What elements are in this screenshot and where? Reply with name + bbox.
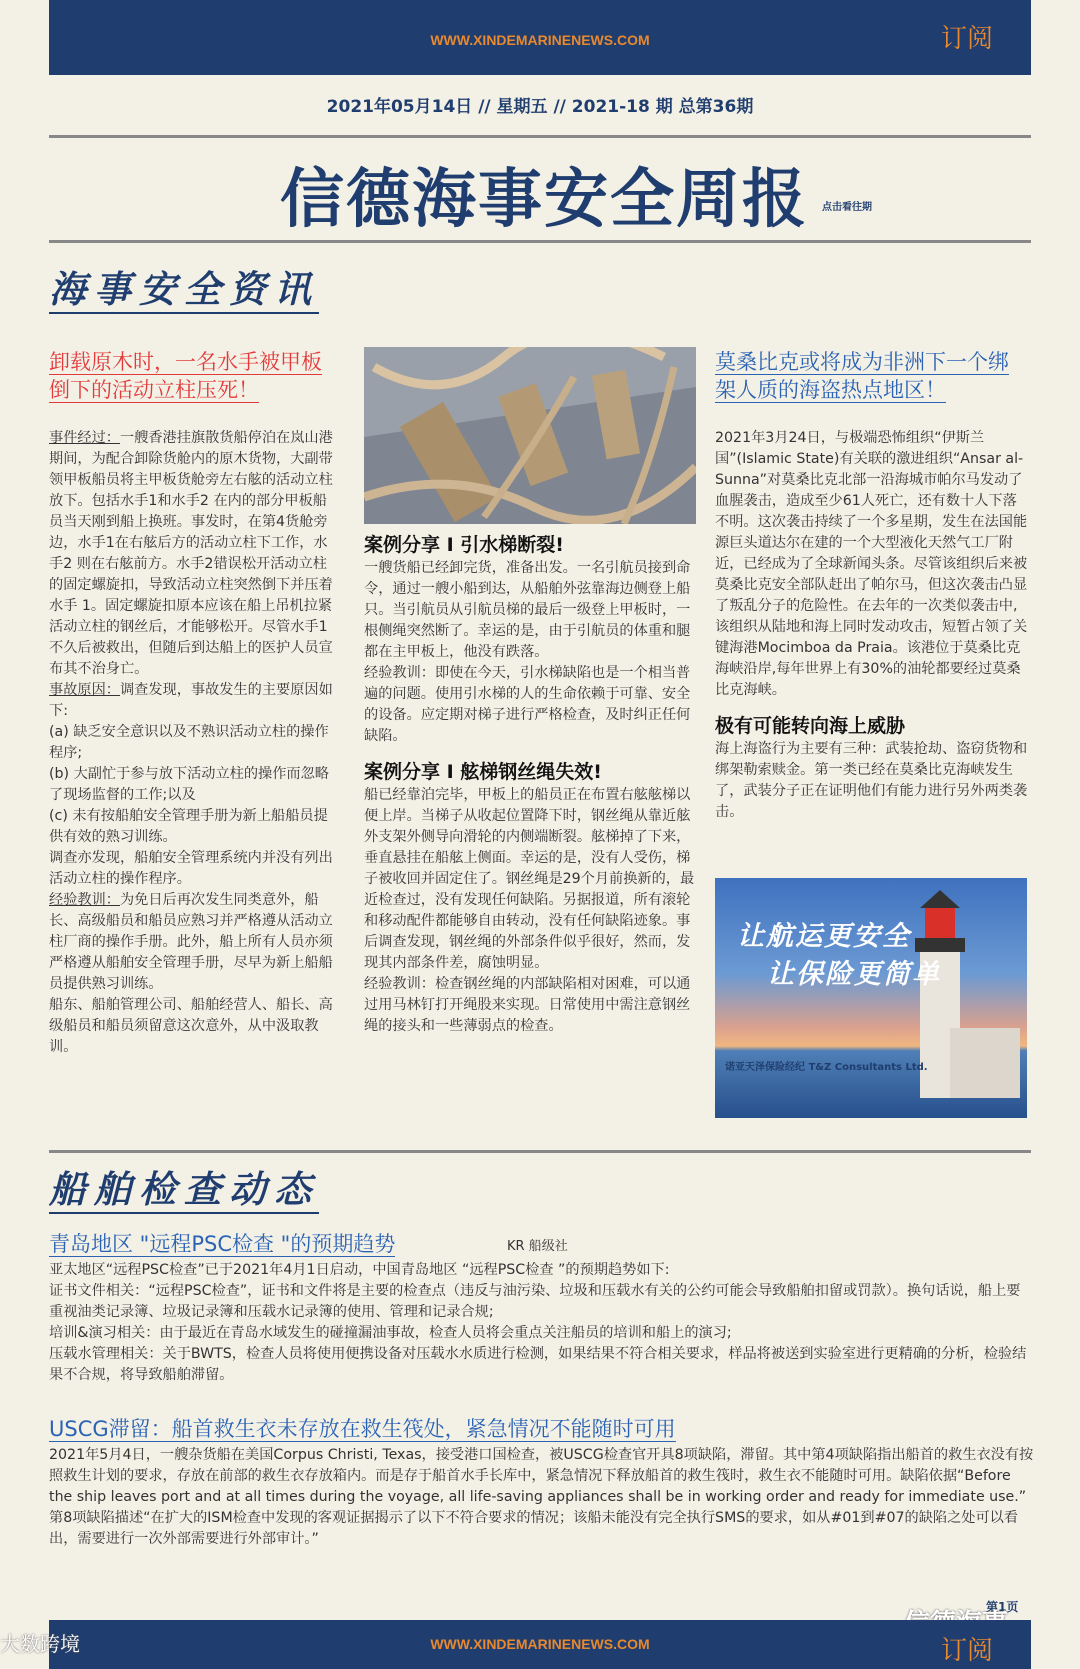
masthead-title: 信德海事安全周报 [280, 163, 808, 237]
past-issues-link[interactable]: 点击看往期 [822, 202, 872, 213]
paragraph: 一艘货船已经卸完货，准备出发。一名引航员接到命令，通过一艘小船到达，从船舶外弦靠海边侧登上船只。当引航员从引航员梯的最后一级登上甲板时，一根侧绳突然断了。幸运的是，由于引航员的体重和腿都在主甲板上，他没有跌落。 [364, 560, 691, 660]
ad-slogan: 让保险更简单 [767, 959, 941, 990]
paragraph: 海上海盗行为主要有三种：武装抢劫、盗窃货物和绑架勒索赎金。第一类已经在莫桑比克海峡发生了，武装分子正在证明他们有能力进行另外两类袭击。 [715, 741, 1028, 820]
site-url-link[interactable]: WWW.XINDEMARINENEWS.COM [430, 32, 650, 48]
paragraph: 经验教训：为免日后再次发生同类意外，船长、高级船员和船员应熟习并严格遵从活动立柱厂商的操作手册。此外，船上所有人员亦须严格遵从船舶安全管理手册，尽早为新上船船员提供熟习训练。 [49, 892, 333, 992]
list-item: (b) 大副忙于参与放下活动立柱的操作而忽略了现场监督的工作;以及 [49, 766, 329, 803]
divider [49, 1150, 1031, 1153]
page-number: 第1页 [986, 1600, 1019, 1614]
corner-watermark: 大数跨境 [0, 1632, 80, 1656]
tz-logo: 诺亚天泽保险经纪 T&Z Consultants Ltd. [725, 1062, 928, 1073]
section-title-inspection: 船舶检查动态 [49, 1168, 319, 1214]
paragraph: 压载水管理相关：关于BWTS，检查人员将使用便携设备对压载水水质进行检测，如果结果不符合相关要求，样品将被送到实验室进行更精确的分析，检验结果不合规，将导致船舶滞留。 [49, 1346, 1027, 1383]
paragraph: 调查亦发现，船舶安全管理系统内并没有列出活动立柱的操作程序。 [49, 850, 333, 887]
article-headline[interactable]: 卸载原木时，一名水手被甲板倒下的活动立柱压死！ [49, 350, 322, 402]
pilot-ladder-photo [364, 347, 696, 524]
article-column-2 [364, 532, 696, 1037]
case-title: 案例分享 I 引水梯断裂! [364, 534, 564, 556]
section-title-safety: 海事安全资讯 [49, 268, 319, 314]
case-title: 案例分享 I 舷梯钢丝绳失效! [364, 761, 602, 783]
divider [49, 240, 1031, 243]
article-headline[interactable]: 青岛地区 "远程PSC检查 "的预期趋势 [49, 1232, 396, 1256]
insurance-ad-banner[interactable] [715, 878, 1027, 1118]
paragraph: 亚太地区“远程PSC检查”已于2021年4月1日启动，中国青岛地区 “远程PSC检查 ”的预期趋势如下: [49, 1262, 670, 1278]
paragraph: 2021年5月4日，一艘杂货船在美国Corpus Christi, Texas，接受港口国检查，被USCG检查官开具8项缺陷，滞留。其中第4项缺陷指出船首的救生衣没有按照救生计划的要求，存放在前部的救生衣存放箱内。而是存于船首水手长库中，紧急情况下释放船首的救生筏时，救生衣不能随时可用。缺陷依据“Before the ship leaves port and at all times during the voyage, all life-saving appliances shall be in working order and ready for immediate use.” [49, 1447, 1034, 1505]
paragraph: 船已经靠泊完毕，甲板上的船员正在布置右舷舷梯以便上岸。当梯子从收起位置降下时，钢丝绳从靠近舷外支架外侧导向滑轮的内侧端断裂。舷梯掉了下来，垂直悬挂在船舷上侧面。幸运的是，没有人受伤，梯子被收回并固定住了。钢丝绳是29个月前换新的，最近检查过，没有发现任何缺陷。另据报道，所有滚轮和移动配件都能够自由转动，没有任何缺陷迹象。事后调查发现，钢丝绳的外部条件似乎很好，然而，发现其内部条件差，腐蚀明显。 [364, 787, 695, 971]
bottom-banner [49, 1620, 1031, 1669]
inspection-article-qingdao [49, 1230, 1034, 1386]
paragraph: 事件经过：一艘香港挂旗散货船停泊在岚山港期间，为配合卸除货舱内的原木货物，大副带领甲板船员将主甲板货舱旁左右舷的活动立柱放下。包括水手1和水手2 在内的部分甲板船员当天刚到船上换班。事发时，在第4货舱旁边，水手1在右舷后方的活动立柱下工作，水手2 则在右舷前方。水手2错误松开活动立柱的固定螺旋扣，导致活动立柱突然倒下并压着水手 1。固定螺旋扣原本应该在船上吊机拉紧活动立柱的钢丝后，才能够松开。尽管水手1不久后被救出，但随后到达船上的医护人员宣布其不治身亡。 [49, 430, 333, 677]
paragraph: 培训&演习相关：由于最近在青岛水域发生的碰撞漏油事故，检查人员将会重点关注船员的培训和船上的演习; [49, 1325, 732, 1341]
divider [49, 135, 1031, 138]
article-headline[interactable]: 莫桑比克或将成为非洲下一个绑架人质的海盗热点地区！ [715, 350, 1009, 402]
paragraph: 2021年3月24日，与极端恐怖组织“伊斯兰国”(Islamic State)有关联的激进组织“Ansar al-Sunna”对莫桑比克北部一沿海城市帕尔马发动了血腥袭击，造成至少61人死亡，还有数十人下落不明。这次袭击持续了一个多星期，发生在法国能源巨头道达尔在建的一个大型液化天然气工厂附近，已经成为了全球新闻头条。尽管该组织后来被莫桑比克安全部队赶出了帕尔马，但这次袭击凸显了叛乱分子的危险性。在去年的一次类似袭击中,该组织从陆地和海上同时发动攻击，短暂占领了关键海港Mocimboa da Praia。该港位于莫桑比克海峡沿岸,每年世界上有30%的油轮都要经过莫桑比克海峡。 [715, 430, 1028, 698]
top-banner [49, 0, 1031, 75]
subscribe-button[interactable]: 订阅 [940, 24, 993, 54]
article-column-3 [715, 348, 1029, 823]
subheading: 极有可能转向海上威胁 [715, 715, 906, 737]
list-item: (a) 缺乏安全意识以及不熟识活动立柱的操作程序; [49, 724, 329, 761]
paragraph: 船东、船舶管理公司、船舶经营人、船长、高级船员和船员须留意这次意外，从中汲取教训。 [49, 997, 333, 1055]
paragraph: 经验教训：即使在今天，引水梯缺陷也是一个相当普遍的问题。使用引水梯的人的生命依赖于可靠、安全的设备。应定期对梯子进行严格检查，及时纠正任何缺陷。 [364, 665, 691, 744]
article-column-1 [49, 348, 335, 1058]
issue-dateline: 2021年05月14日 // 星期五 // 2021-18 期 总第36期 [326, 97, 754, 117]
paragraph: 第8项缺陷描述“在扩大的ISM检查中发现的客观证据揭示了以下不符合要求的情况；该船未能没有完全执行SMS的要求，如从#01到#07的缺陷之处可以看出，需要进行一次外部需要进行外部审计。” [49, 1510, 1019, 1547]
paragraph: 事故原因：调查发现，事故发生的主要原因如下: [49, 682, 333, 719]
paragraph: 证书文件相关：“远程PSC检查”，证书和文件将是主要的检查点（违反与油污染、垃圾和压载水有关的公约可能会导致船舶扣留或罚款）。换句话说，船上要重视油类记录簿、垃圾记录簿和压载水记录簿的使用、管理和记录合规; [49, 1283, 1021, 1320]
site-url-link[interactable]: WWW.XINDEMARINENEWS.COM [430, 1636, 650, 1652]
list-item: (c) 未有按船舶安全管理手册为新上船船员提供有效的熟习训练。 [49, 808, 328, 845]
ad-slogan: 让航运更安全 [737, 921, 911, 952]
article-headline[interactable]: USCG滞留：船首救生衣未存放在救生筏处，紧急情况不能随时可用 [49, 1417, 676, 1441]
inspection-article-uscg [49, 1415, 1034, 1550]
subscribe-button[interactable]: 订阅 [940, 1636, 993, 1666]
source-label: KR 船级社 [507, 1239, 568, 1254]
paragraph: 经验教训：检查钢丝绳的内部缺陷相对困难，可以通过用马林钉打开绳股来实现。日常使用中需注意钢丝绳的接头和一些薄弱点的检查。 [364, 976, 691, 1034]
